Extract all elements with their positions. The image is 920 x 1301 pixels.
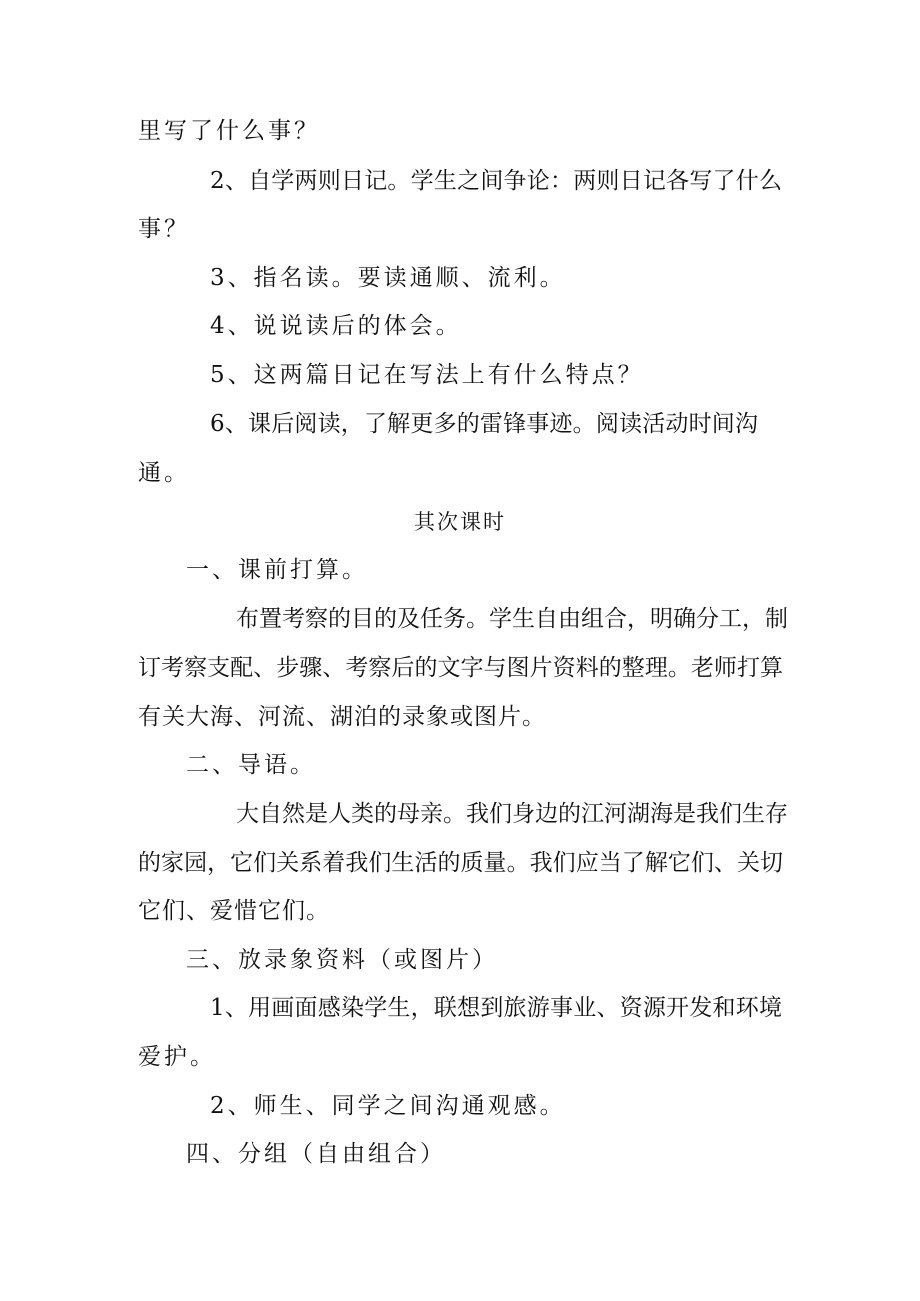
text-line: 订考察支配、步骤、考察后的文字与图片资料的整理。老师打算: [138, 655, 783, 681]
text-line: 通。: [138, 460, 190, 486]
text-line: 事？: [138, 216, 190, 242]
section-heading: 三、放录象资料（或图片）: [186, 947, 498, 973]
text-line: 有关大海、河流、湖泊的录象或图片。: [138, 704, 546, 730]
text-line: 4、说说读后的体会。: [210, 313, 462, 339]
text-line: 2、师生、同学之间沟通观感。: [210, 1093, 566, 1119]
text-line: 6、课后阅读，了解更多的雷锋事迹。阅读活动时间沟: [210, 411, 758, 437]
text-line: 5、这两篇日记在写法上有什么特点？: [210, 362, 644, 388]
text-line: 大自然是人类的母亲。我们身边的江河湖海是我们生存: [236, 801, 788, 827]
text-line: 里写了什么事？: [138, 118, 320, 144]
text-line: 2、自学两则日记。学生之间争论：两则日记各写了什么: [210, 168, 782, 194]
section-heading: 四、分组（自由组合）: [186, 1141, 446, 1167]
section-title: 其次课时: [414, 510, 506, 534]
section-heading: 二、导语。: [186, 752, 316, 778]
text-line: 它们、爱惜它们。: [138, 898, 330, 924]
section-heading: 一、课前打算。: [186, 557, 368, 583]
text-line: 1、用画面感染学生，联想到旅游事业、资源开发和环境: [210, 995, 782, 1021]
text-line: 布置考察的目的及任务。学生自由组合，明确分工，制: [236, 606, 788, 632]
text-line: 爱护。: [138, 1044, 216, 1070]
text-line: 的家园，它们关系着我们生活的质量。我们应当了解它们、关切: [138, 850, 783, 876]
text-line: 3、指名读。要读通顺、流利。: [210, 265, 566, 291]
